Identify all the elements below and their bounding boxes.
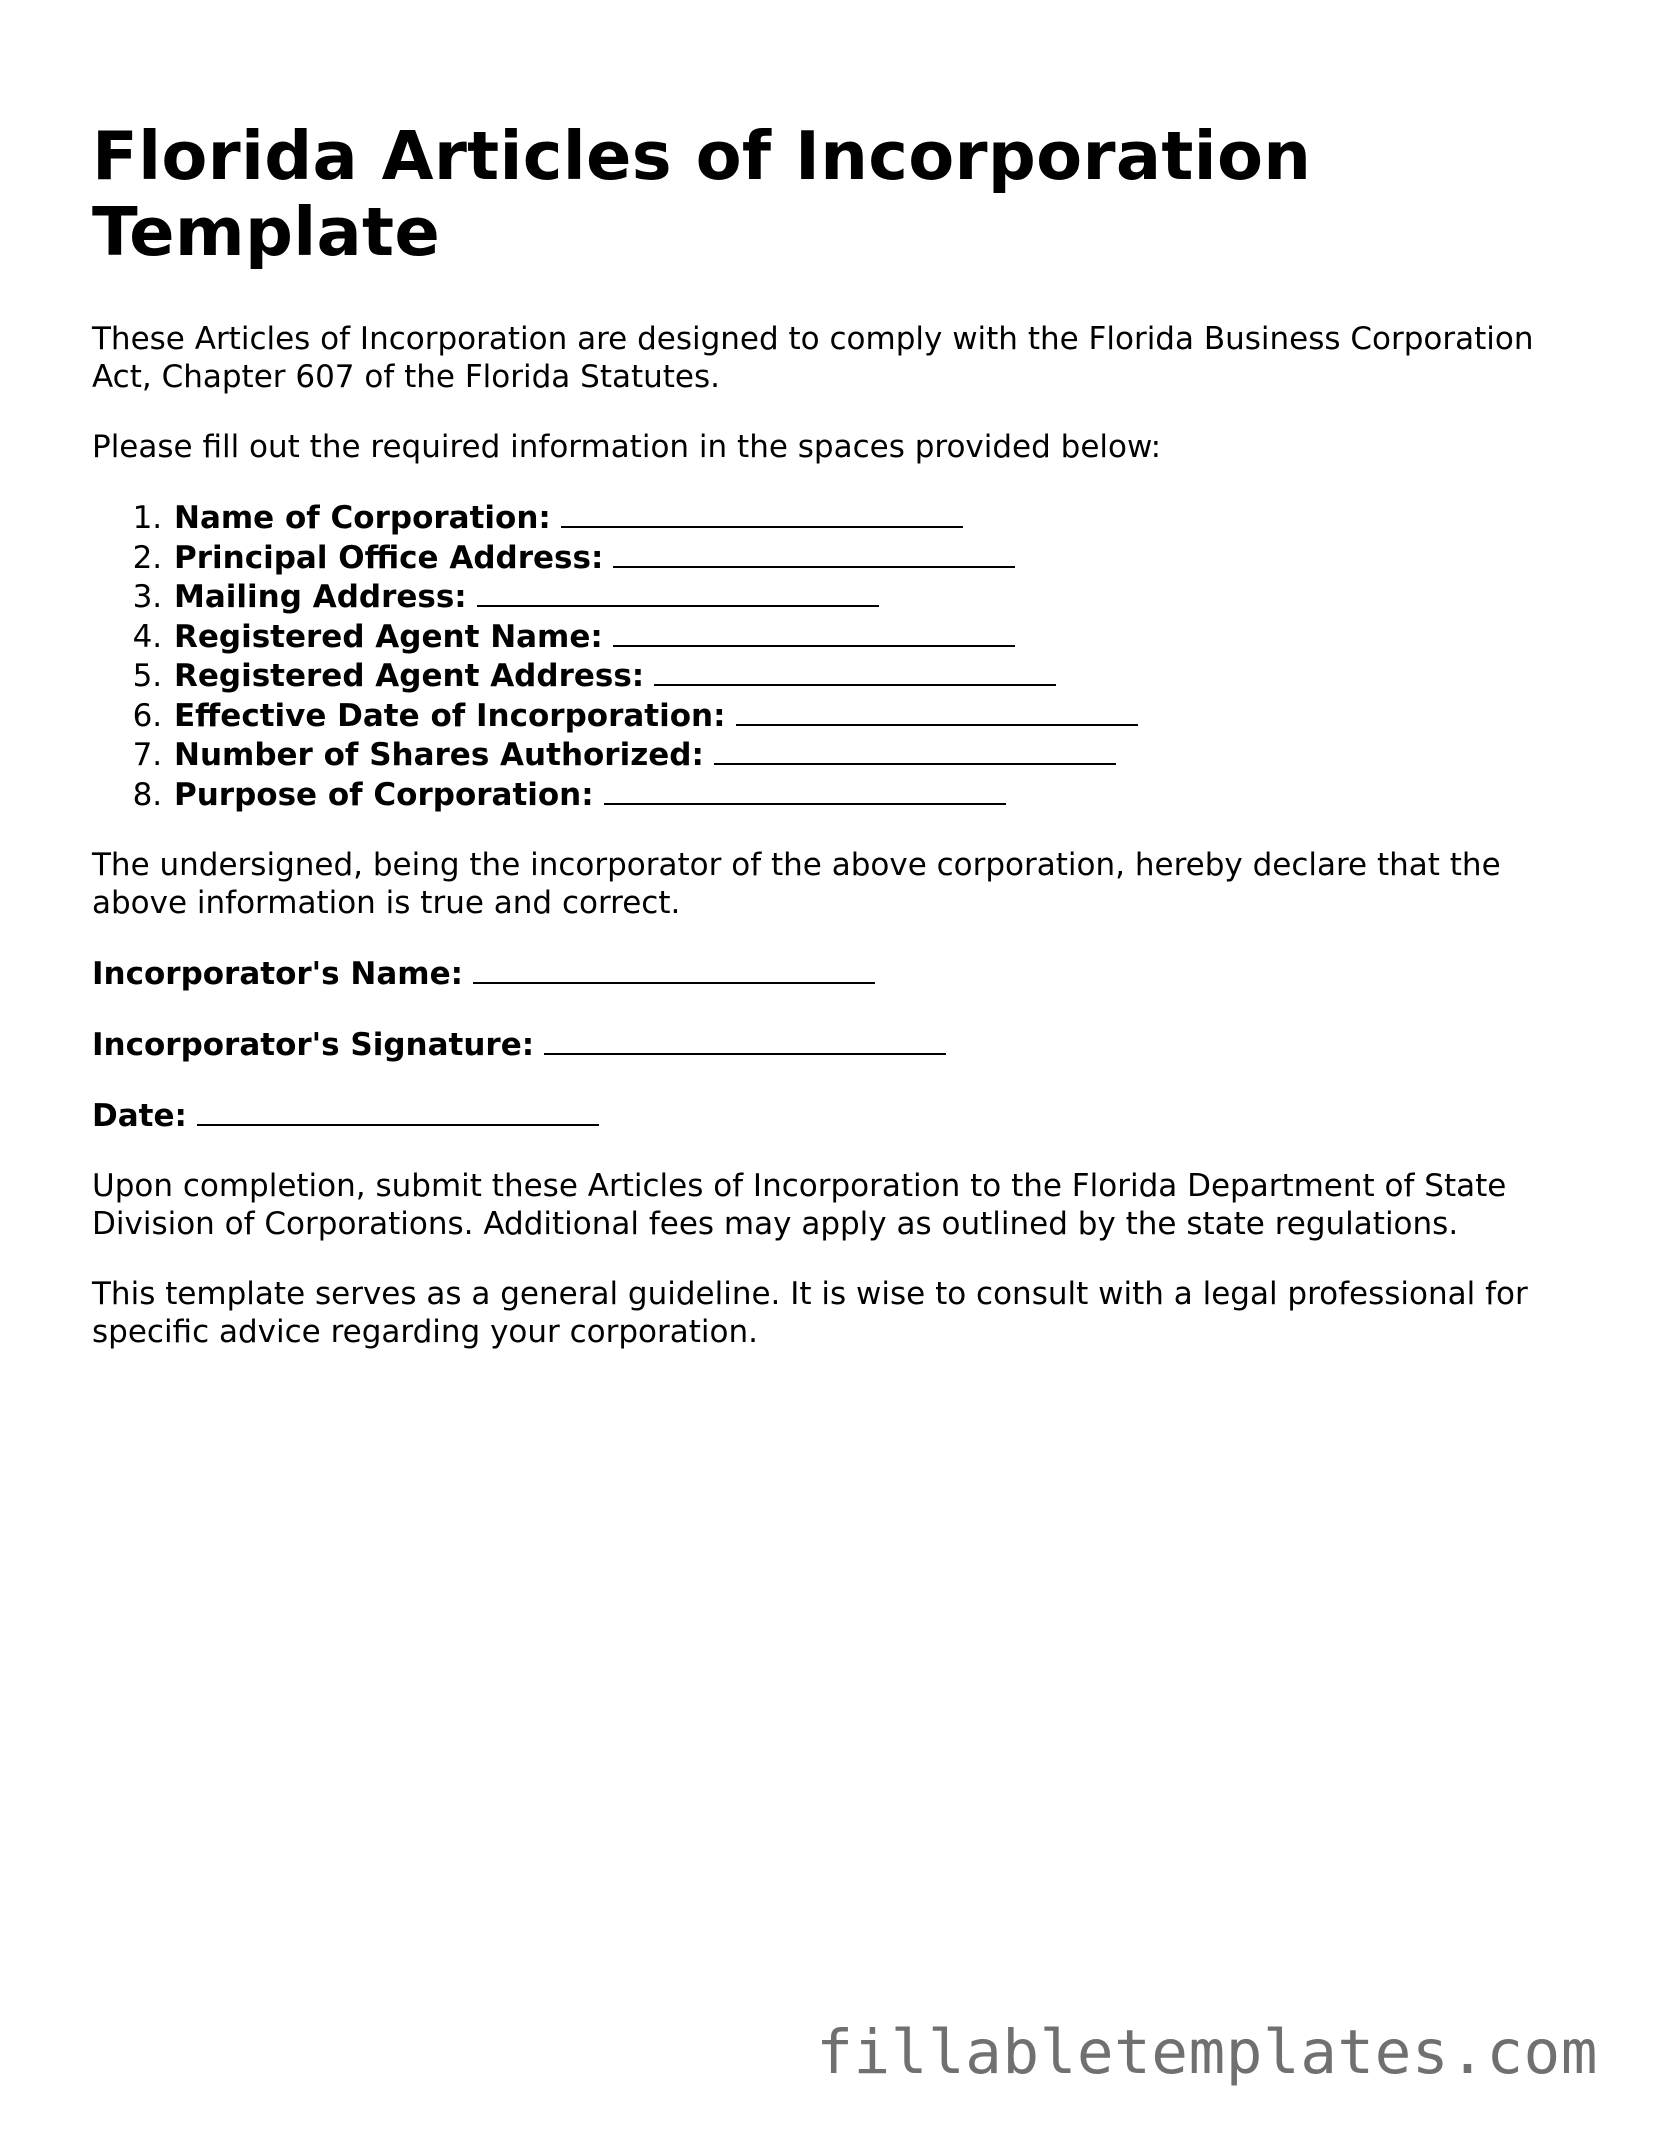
date-label: Date: [92,1098,187,1134]
field-item-effective-date [172,696,1572,736]
field-label: Registered Agent Address: [174,658,645,694]
field-label: Number of Shares Authorized: [174,737,704,773]
registered-agent-address-blank[interactable] [654,656,1056,686]
field-label: Name of Corporation: [174,500,551,536]
incorporator-signature-line [92,1025,1572,1064]
field-label: Registered Agent Name: [174,618,603,655]
field-label: Purpose of Corporation: [174,776,594,813]
registered-agent-name-blank[interactable] [613,617,1015,647]
effective-date-blank[interactable] [736,696,1138,726]
field-label: Principal Office Address: [174,539,604,576]
field-item-mailing-address [172,577,1572,617]
intro-paragraph: These Articles of Incorporation are designed to comply with the Florida Business Corporation Act, Chapter 607 of the Florida Statutes. [92,321,1534,395]
document-title: Florida Articles of Incorporation Template [92,117,1312,271]
purpose-blank[interactable] [604,775,1006,805]
field-item-shares-authorized [172,735,1572,775]
disclaimer-paragraph: This template serves as a general guideline. It is wise to consult with a legal professional for specific advice regarding your corporation. [92,1276,1528,1350]
incorporator-name-blank[interactable] [473,954,875,984]
instruction-paragraph: Please fill out the required information in the spaces provided below: [92,429,1162,465]
mailing-address-blank[interactable] [477,577,879,607]
submission-paragraph: Upon completion, submit these Articles of Incorporation to the Florida Department of State Division of Corporations. Additional fees may apply as outlined by the state regulations. [92,1168,1507,1242]
document-page [92,118,1572,1383]
shares-authorized-blank[interactable] [714,735,1116,765]
incorporator-signature-label: Incorporator's Signature: [92,1027,535,1063]
incorporator-name-label: Incorporator's Name: [92,956,463,992]
principal-office-address-blank[interactable] [613,538,1015,568]
field-item-registered-agent-name [172,617,1572,657]
field-item-registered-agent-address [172,656,1572,696]
field-label: Mailing Address: [174,579,467,615]
incorporator-name-line [92,954,1572,993]
fields-list [92,498,1572,814]
declaration-paragraph: The undersigned, being the incorporator of the above corporation, hereby declare that the above information is true and correct. [92,847,1501,921]
date-line [92,1096,1572,1135]
field-label: Effective Date of Incorporation: [174,697,726,734]
field-item-principal-office-address [172,538,1572,578]
field-item-corporation-name [172,498,1572,538]
site-watermark: fillabletemplates.com [816,2017,1598,2088]
date-blank[interactable] [197,1096,599,1126]
corporation-name-blank[interactable] [561,498,963,528]
incorporator-signature-blank[interactable] [544,1025,946,1055]
field-item-purpose [172,775,1572,815]
